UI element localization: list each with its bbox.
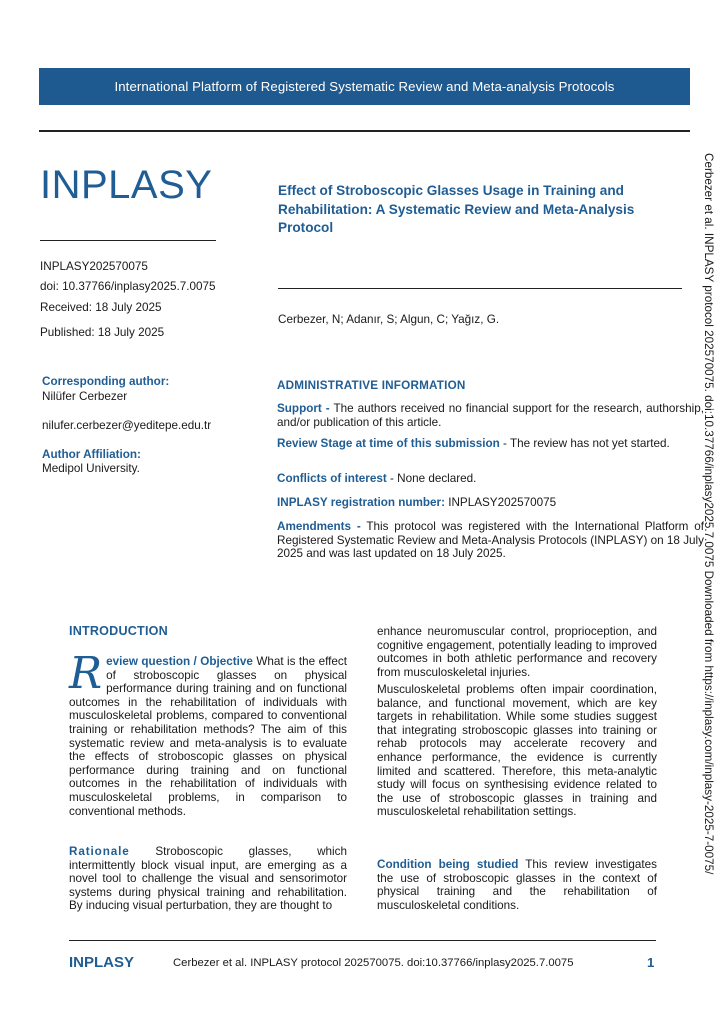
- support-label: Support -: [277, 402, 330, 415]
- header-banner: [39, 68, 690, 105]
- review-stage-text: - The review has not yet started.: [499, 437, 670, 450]
- conflicts-statement: [277, 472, 704, 486]
- author-email[interactable]: nilufer.cerbezer@yeditepe.edu.tr: [42, 419, 212, 432]
- footer-divider: [69, 940, 656, 941]
- author-affiliation-label: Author Affiliation:: [42, 448, 141, 461]
- condition-text: This review investigates the use of stroboscopic glasses in the context of physical training and the rehabilitation of musculoskeletal conditions.: [377, 858, 657, 912]
- admin-info-heading: ADMINISTRATIVE INFORMATION: [277, 379, 466, 392]
- condition-paragraph: [377, 858, 657, 912]
- doi[interactable]: doi: 10.37766/inplasy2025.7.0075: [40, 280, 216, 293]
- banner-text: International Platform of Registered Systematic Review and Meta-analysis Protocols: [114, 79, 615, 94]
- corresponding-author-label: Corresponding author:: [42, 375, 170, 388]
- review-stage-label: Review Stage at time of this submission: [277, 437, 500, 450]
- support-statement: [277, 402, 704, 429]
- author-affiliation: Medipol University.: [42, 462, 140, 475]
- amendments-text: This protocol was registered with the International Platform of Registered Systematic Review and Meta-Analysis Protocols (INPLASY) on 18 July 2025 and was last updated on 18 July 2025.: [277, 520, 704, 561]
- rationale-continued-paragraph: enhance neuromuscular control, proprioception, and cognitive engagement, potentially leading to improved outcomes in both athletic performance and recovery from musculoskeletal injuries.: [377, 625, 657, 679]
- rationale-text: Stroboscopic glasses, which intermittently block visual input, are emerging as a novel tool to challenge the visual and sensorimotor systems during physical training and rehabilitation. By inducing visual perturbation, they are thought to: [69, 845, 347, 913]
- rationale-paragraph: [69, 845, 347, 913]
- conflicts-text: - None declared.: [386, 472, 477, 485]
- received-date: Received: 18 July 2025: [40, 301, 162, 314]
- support-text: The authors received no financial support for the research, authorship, and/or publication of this article.: [277, 402, 704, 429]
- introduction-heading: INTRODUCTION: [69, 624, 168, 638]
- journal-logo-text: INPLASY: [40, 163, 213, 207]
- paper-title: Effect of Stroboscopic Glasses Usage in Training and Rehabilitation: A Systematic Review and Meta-Analysis Protocol: [278, 183, 635, 235]
- footer-citation: Cerbezer et al. INPLASY protocol 202570075. doi:10.37766/inplasy2025.7.0075: [173, 957, 574, 969]
- page-number: 1: [647, 955, 655, 970]
- registration-text: INPLASY202570075: [444, 496, 557, 509]
- condition-label: Condition being studied: [377, 858, 519, 871]
- amendments-label: Amendments -: [277, 520, 361, 533]
- footer-journal-name: INPLASY: [69, 954, 135, 971]
- drop-cap: R: [69, 648, 103, 699]
- review-question-text: What is the effect of stroboscopic glasses on physical performance during training and on functional outcomes in the rehabilitation of individuals with musculoskeletal problems, compared to conventional training or rehabilitation methods? The aim of this systematic review and meta-analysis is to evaluate the effects of stroboscopic glasses on physical performance during training and on functional outcomes in the rehabilitation of individuals with musculoskeletal problems, in comparison to conventional methods.: [69, 655, 347, 818]
- published-date: Published: 18 July 2025: [40, 326, 165, 339]
- conflicts-label: Conflicts of interest: [277, 472, 387, 485]
- corresponding-author-name: Nilüfer Cerbezer: [42, 390, 128, 403]
- protocol-id: INPLASY202570075: [40, 260, 148, 273]
- author-list: Cerbezer, N; Adanır, S; Algun, C; Yağız, G.: [278, 313, 500, 326]
- rationale-label: Rationale: [69, 845, 130, 858]
- registration-statement: [277, 496, 704, 510]
- review-stage-statement: [277, 437, 704, 451]
- vertical-download-citation[interactable]: Cerbezer et al. INPLASY protocol 202570075. doi:10.37766/inplasy2025.7.0075 Downloaded from https://inplasy.com/inplasy-2025-7-0075/: [702, 153, 715, 875]
- registration-label: INPLASY registration number:: [277, 496, 445, 509]
- review-question-label: eview question / Objective: [106, 655, 253, 668]
- brand-divider: [40, 240, 216, 241]
- header-divider: [39, 130, 690, 132]
- musculoskeletal-paragraph: Musculoskeletal problems often impair coordination, balance, and functional movement, which are key targets in rehabilitation. While some studies suggest that integrating stroboscopic glasses into training or rehab protocols may accelerate recovery and enhance performance, the evidence is currently limited and scattered. Therefore, this meta-analytic study will focus on synthesising evidence related to the use of stroboscopic glasses in training and musculoskeletal rehabilitation settings.: [377, 683, 657, 819]
- title-divider: [278, 288, 682, 289]
- amendments-statement: [277, 520, 704, 561]
- review-question-paragraph: [69, 648, 347, 818]
